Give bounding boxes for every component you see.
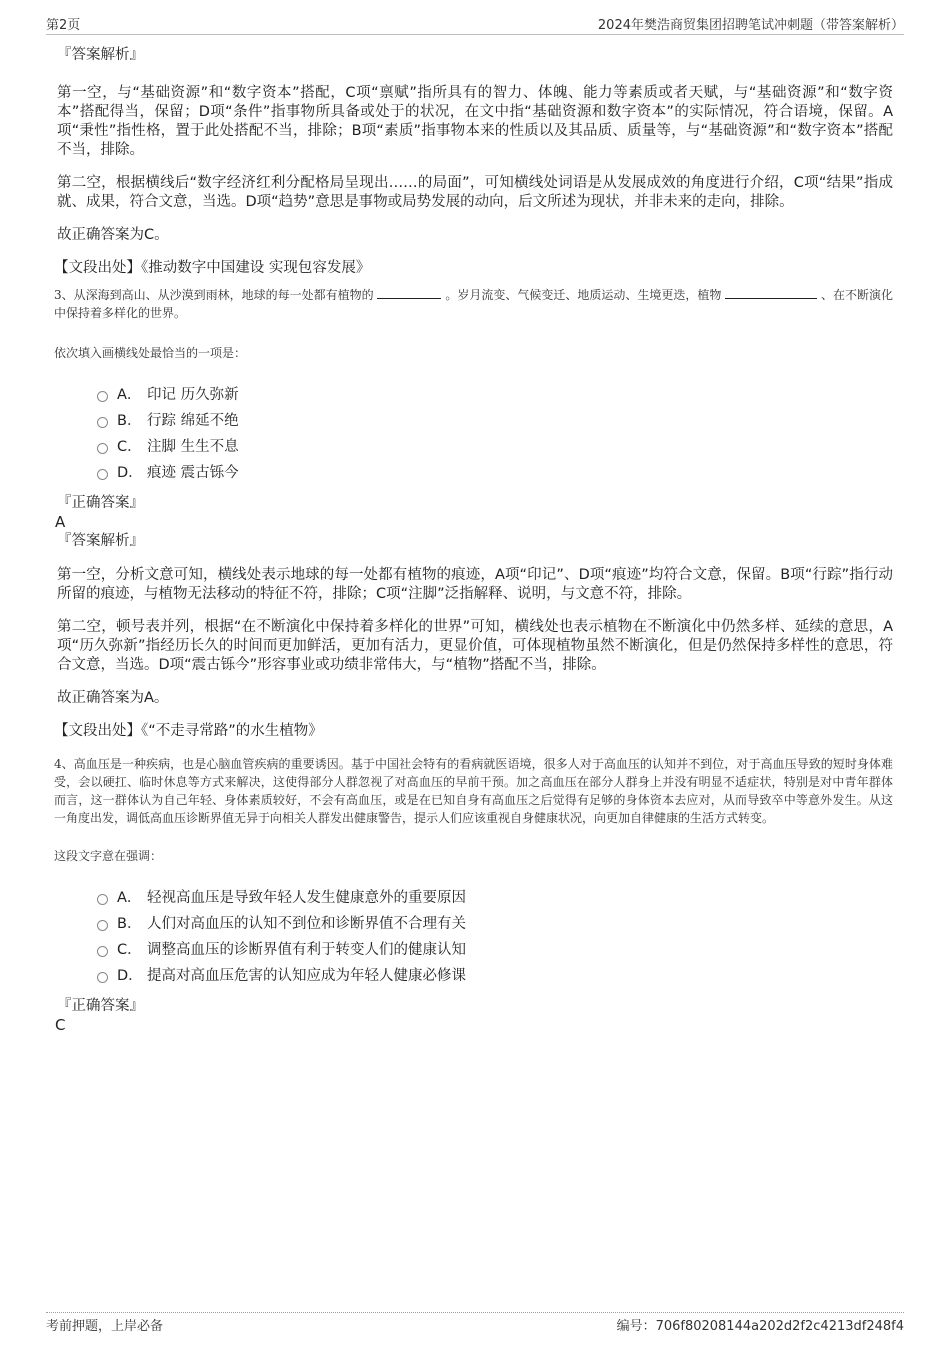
question-stem — [54, 286, 893, 322]
option-text: 印记 历久弥新 — [147, 387, 239, 403]
conclusion-text: 故正确答案为A。 — [57, 690, 169, 706]
conclusion-text: 故正确答案为C。 — [57, 227, 169, 243]
option-d[interactable] — [97, 963, 893, 989]
correct-answer: A — [55, 513, 66, 531]
answer-label: 『正确答案』 — [57, 495, 144, 511]
option-letter: C． — [117, 942, 142, 958]
option-a[interactable] — [97, 382, 893, 408]
analysis-paragraph: 第一空，分析文意可知，横线处表示地球的每一处都有植物的痕迹，A项“印记”、D项“痕迹”均符合文意，保留。B项“行踪”指行动所留的痕迹，与植物无法移动的特征不符，排除；C项“注脚”泛指解释、说明，与文意不符，排除。 — [57, 567, 893, 602]
correct-answer: C — [55, 1016, 66, 1034]
analysis-paragraph: 第一空，与“基础资源”和“数字资本”搭配，C项“禀赋”指所具有的智力、体魄、能力等素质或者天赋，与“基础资源”和“数字资本”搭配得当，保留；D项“条件”指事物所具备或处于的状况，在文中指“基础资源和数字资本”的实际情况，符合语境，保留。A项“秉性”指性格，置于此处搭配不当，排除；B项“素质”指事物本来的性质以及其品质、质量等，与“基础资源”和“数字资本”搭配不当，排除。 — [57, 85, 893, 158]
analysis-label: 『答案解析』 — [57, 533, 144, 549]
analysis-paragraph: 第二空，顿号表并列，根据“在不断演化中保持着多样化的世界”可知，横线处也表示植物在不断演化中仍然多样、延续的意思，A项“历久弥新”指经历长久的时间而更加鲜活，更加有活力，更显价值，可体现植物虽然不断演化，但是仍然保持多样性的意思，符合文意，当选。D项“震古铄今”形容事业或功绩非常伟大，与“植物”搭配不当，排除。 — [57, 619, 893, 673]
option-list — [97, 885, 893, 989]
option-letter: B． — [117, 413, 142, 429]
question-prompt: 这段文字意在强调： — [54, 849, 163, 863]
page-header — [46, 14, 904, 35]
option-letter: D． — [117, 465, 143, 481]
stem-text: 3、从深海到高山、从沙漠到雨林，地球的每一处都有植物的 — [54, 288, 374, 302]
option-c[interactable] — [97, 937, 893, 963]
page-content — [54, 46, 893, 1035]
radio-icon[interactable] — [97, 469, 108, 480]
radio-icon[interactable] — [97, 894, 108, 905]
option-text: 行踪 绵延不绝 — [147, 413, 239, 429]
radio-icon[interactable] — [97, 443, 108, 454]
option-letter: D． — [117, 968, 143, 984]
document-title: 2024年樊浩商贸集团招聘笔试冲刺题（带答案解析） — [597, 18, 904, 33]
fill-blank — [377, 286, 441, 299]
question-3 — [54, 286, 893, 741]
stem-text: 、在不断演化中保持着多样化的世界。 — [54, 288, 893, 320]
option-c[interactable] — [97, 434, 893, 460]
option-b[interactable] — [97, 911, 893, 937]
option-text: 调整高血压的诊断界值有利于转变人们的健康认知 — [147, 942, 466, 958]
page-number: 第2页 — [46, 18, 81, 33]
radio-icon[interactable] — [97, 946, 108, 957]
stem-text: 。岁月流变、气候变迁、地质运动、生境更迭，植物 — [445, 288, 722, 302]
question-4 — [54, 755, 893, 1035]
option-d[interactable] — [97, 460, 893, 486]
footer-slogan: 考前押题，上岸必备 — [46, 1319, 164, 1334]
radio-icon[interactable] — [97, 972, 108, 983]
option-text: 提高对高血压危害的认知应成为年轻人健康必修课 — [147, 968, 466, 984]
option-letter: B． — [117, 916, 142, 932]
question-prompt: 依次填入画横线处最恰当的一项是： — [54, 346, 247, 360]
source-citation: 【文段出处】《“不走寻常路”的水生植物》 — [54, 723, 323, 739]
option-letter: A． — [117, 890, 142, 906]
question-stem: 4、高血压是一种疾病，也是心脑血管疾病的重要诱因。基于中国社会特有的看病就医语境，很多人对于高血压的认知并不到位，对于高血压导致的短时身体难受，会以硬扛、临时休息等方式来解决，这使得部分人群忽视了对高血压的早前干预。加之高血压在部分人群身上并没有明显不适症状，特别是对中青年群体而言，这一群体认为自己年轻、身体素质较好，不会有高血压，或是在已知自身有高血压之后觉得有足够的身体资本去应对，从而导致卒中等意外发生。从这一角度出发，调低高血压诊断界值无异于向相关人群发出健康警告，提示人们应该重视自身健康状况，向更加自律健康的生活方式转变。 — [54, 757, 893, 825]
page-footer — [46, 1312, 904, 1335]
source-citation: 【文段出处】《推动数字中国建设 实现包容发展》 — [54, 260, 371, 276]
option-letter: A． — [117, 387, 142, 403]
radio-icon[interactable] — [97, 920, 108, 931]
option-text: 人们对高血压的认知不到位和诊断界值不合理有关 — [147, 916, 466, 932]
option-a[interactable] — [97, 885, 893, 911]
analysis-label: 『答案解析』 — [57, 47, 144, 63]
option-text: 注脚 生生不息 — [147, 439, 239, 455]
analysis-paragraph: 第二空，根据横线后“数字经济红利分配格局呈现出……的局面”，可知横线处词语是从发展成效的角度进行介绍，C项“结果”指成就、成果，符合文意，当选。D项“趋势”意思是事物或局势发展的动向，后文所述为现状，并非未来的走向，排除。 — [57, 175, 893, 210]
document-id: 编号：706f80208144a202d2f2c4213df248f4 — [616, 1319, 904, 1334]
radio-icon[interactable] — [97, 417, 108, 428]
radio-icon[interactable] — [97, 391, 108, 402]
option-text: 轻视高血压是导致年轻人发生健康意外的重要原因 — [147, 890, 466, 906]
answer-label: 『正确答案』 — [57, 998, 144, 1014]
option-b[interactable] — [97, 408, 893, 434]
option-text: 痕迹 震古铄今 — [147, 465, 239, 481]
q2-analysis — [54, 46, 893, 278]
option-list — [97, 382, 893, 486]
option-letter: C． — [117, 439, 142, 455]
fill-blank — [725, 286, 817, 299]
